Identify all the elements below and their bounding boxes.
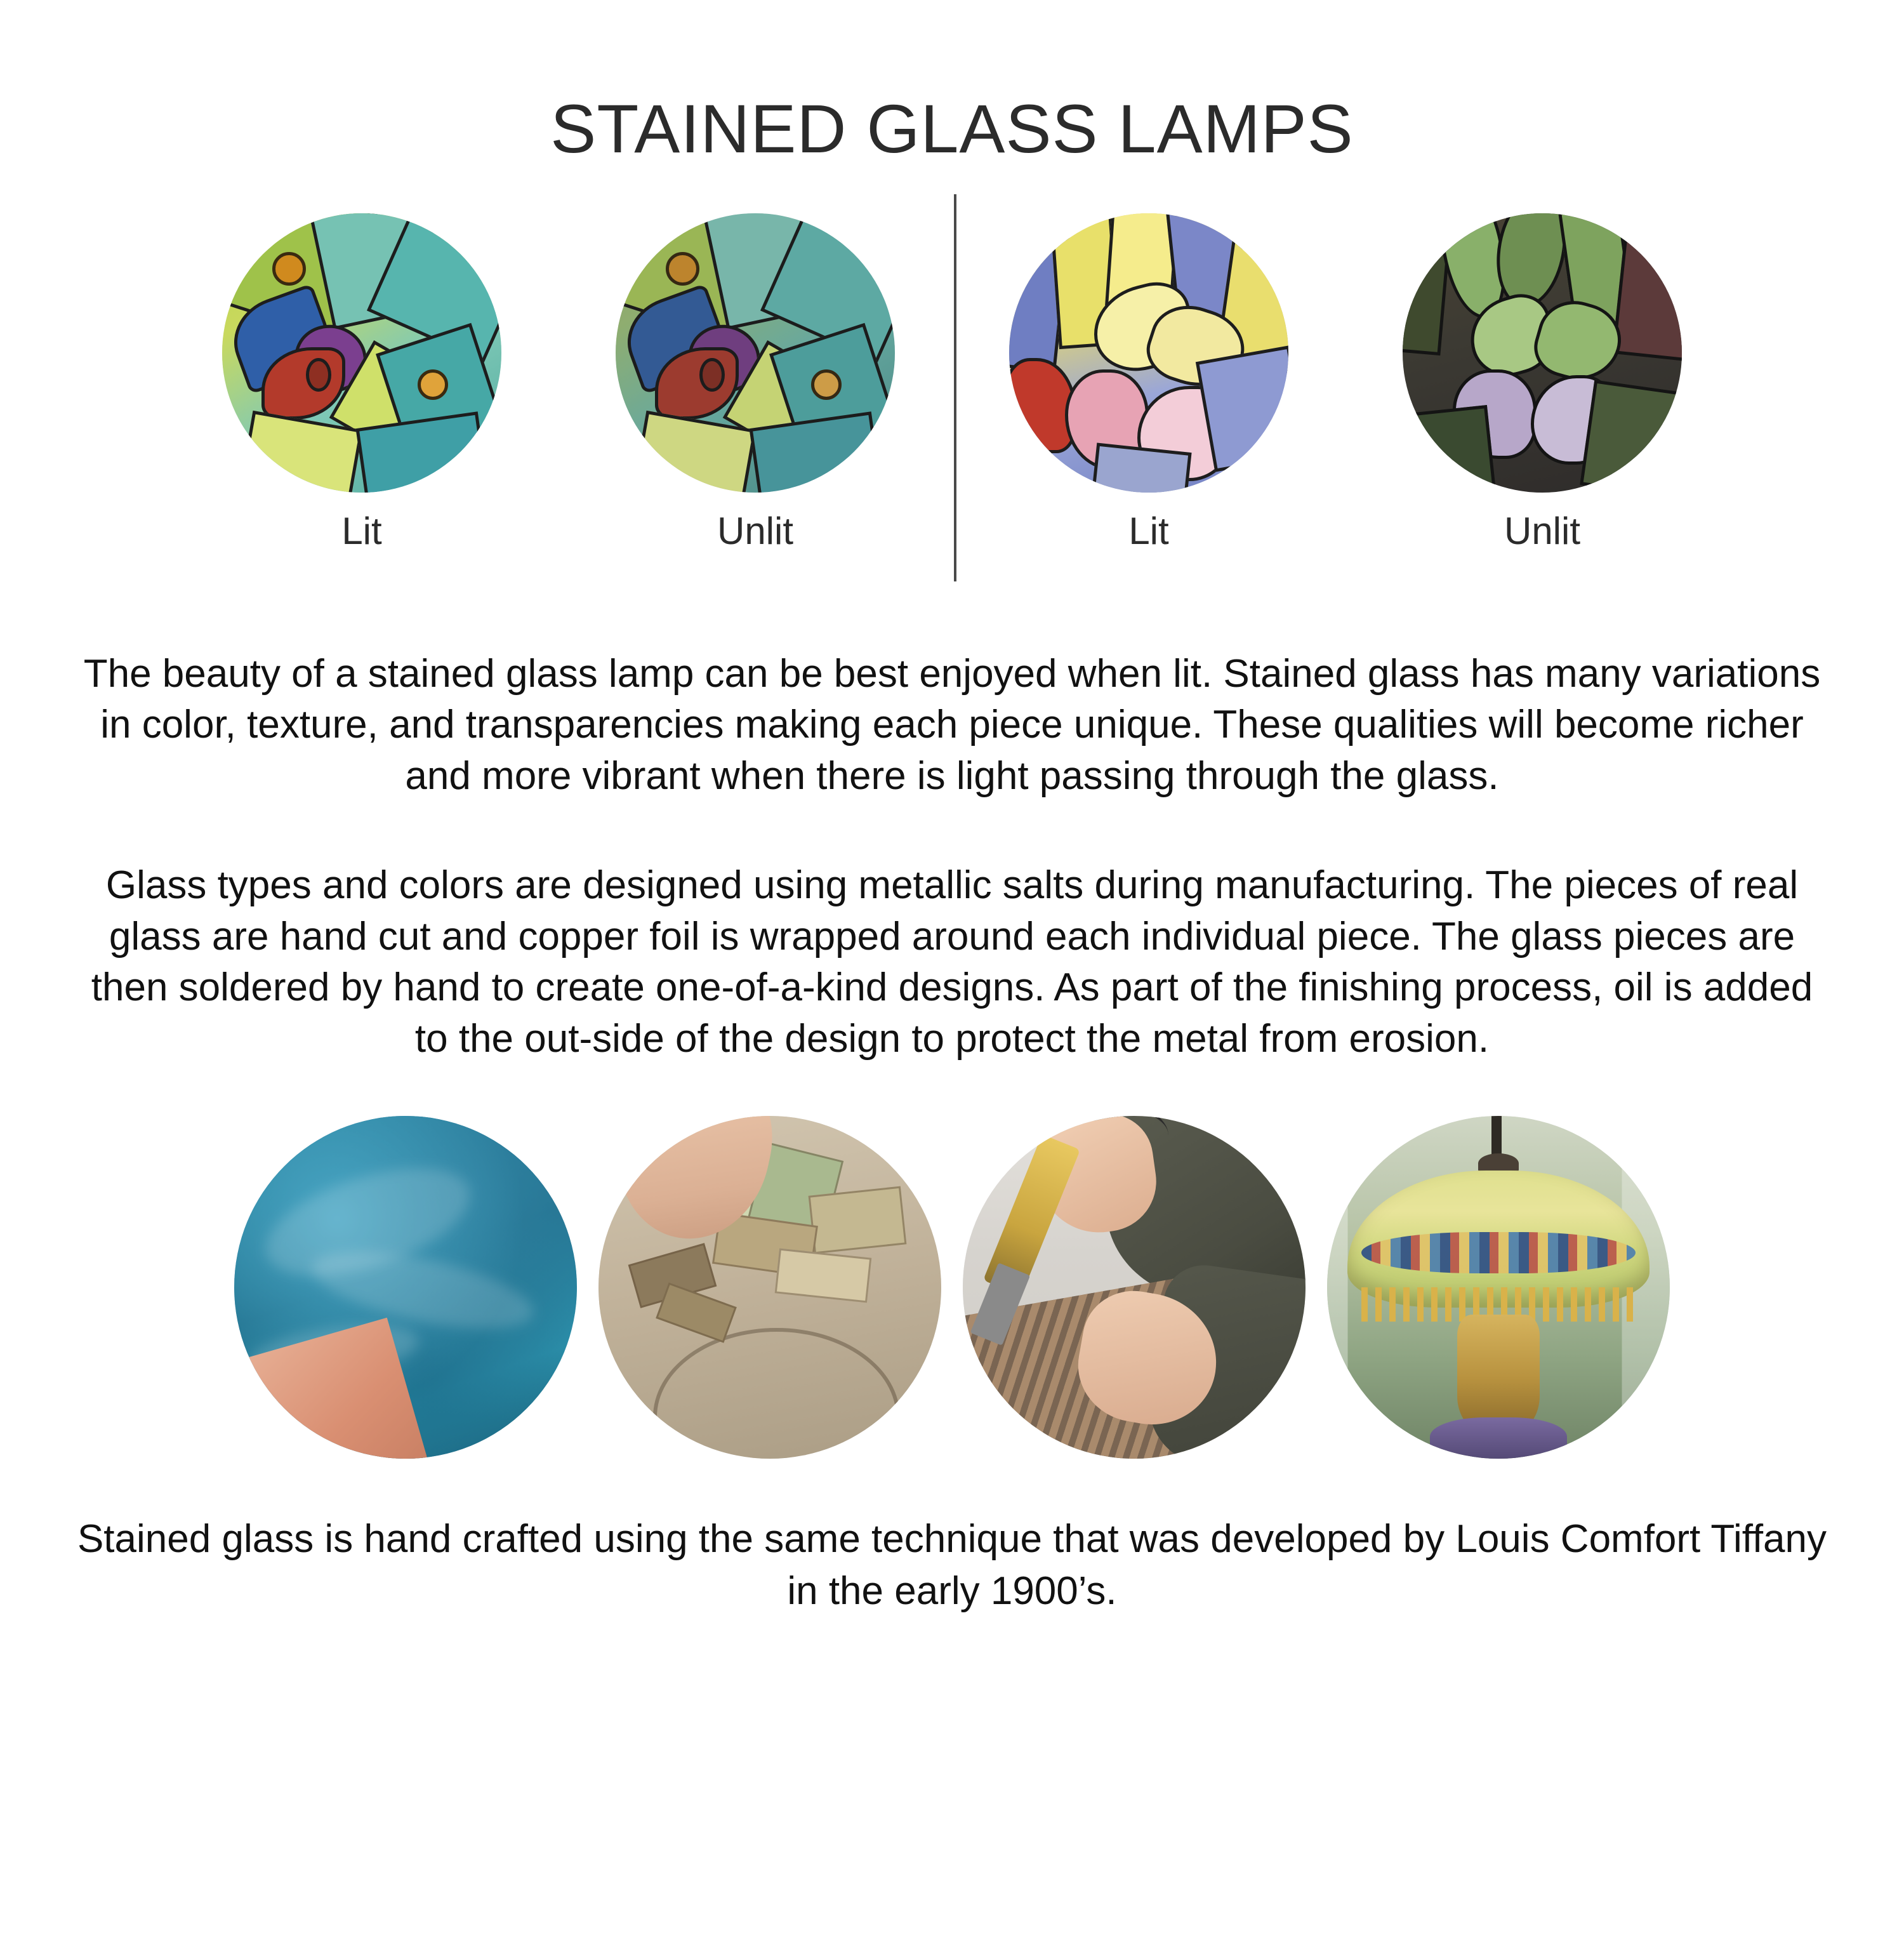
stained-glass-artwork (1403, 213, 1682, 493)
cut-glass-artwork (598, 1116, 941, 1459)
comparison-item-1 (184, 213, 539, 553)
process-circle-row (0, 1116, 1904, 1459)
stained-glass-artwork (222, 213, 501, 493)
floral-lotus-stained-glass-lit-image (1009, 213, 1288, 493)
finished-lamp-artwork (1327, 1116, 1670, 1459)
blue-art-glass-sheet-image (234, 1116, 577, 1459)
stained-glass-artwork (616, 213, 895, 493)
glass-sheet-artwork (234, 1116, 577, 1459)
comparison-caption: Unlit (1504, 509, 1581, 552)
page-title: STAINED GLASS LAMPS (550, 90, 1354, 168)
finished-tiffany-style-lamp-image (1327, 1116, 1670, 1459)
footer-text: Stained glass is hand crafted using the same technique that was developed by Louis Comfort Tiffany in the early 1900’s. (77, 1516, 1827, 1613)
stained-glass-artwork (1009, 213, 1288, 493)
vertical-divider (954, 194, 956, 581)
hand-cut-glass-pieces-with-copper-foil-image (598, 1116, 941, 1459)
peacock-fan-stained-glass-unlit-image (616, 213, 895, 493)
floral-lotus-stained-glass-unlit-image (1403, 213, 1682, 493)
body-paragraph-1: The beauty of a stained glass lamp can be best enjoyed when lit. Stained glass has many variations in color, texture, and transparencies making each piece unique. These qualities will become richer and more vibrant when there is light passing through the glass. (83, 651, 1821, 798)
comparison-caption: Lit (1128, 509, 1169, 552)
infographic-page (0, 46, 1904, 1950)
comparison-circle-row (0, 213, 1904, 553)
body-paragraph-2: Glass types and colors are designed using metallic salts during manufacturing. The pieces of real glass are hand cut and copper foil is wrapped around each individual piece. The glass pieces are then soldered by hand to create one-of-a-kind designs. As part of the finishing process, oil is added to the out-side of the design to protect the metal from erosion. (91, 863, 1813, 1061)
soldering-artwork (963, 1116, 1306, 1459)
comparison-item-4 (1365, 213, 1720, 553)
comparison-item-2 (578, 213, 933, 553)
comparison-item-3 (971, 213, 1326, 553)
comparison-caption: Unlit (717, 509, 794, 552)
comparison-caption: Lit (341, 509, 382, 552)
hand-soldering-glass-panel-image (963, 1116, 1306, 1459)
lit-unlit-comparison (0, 213, 1904, 620)
peacock-fan-stained-glass-lit-image (222, 213, 501, 493)
